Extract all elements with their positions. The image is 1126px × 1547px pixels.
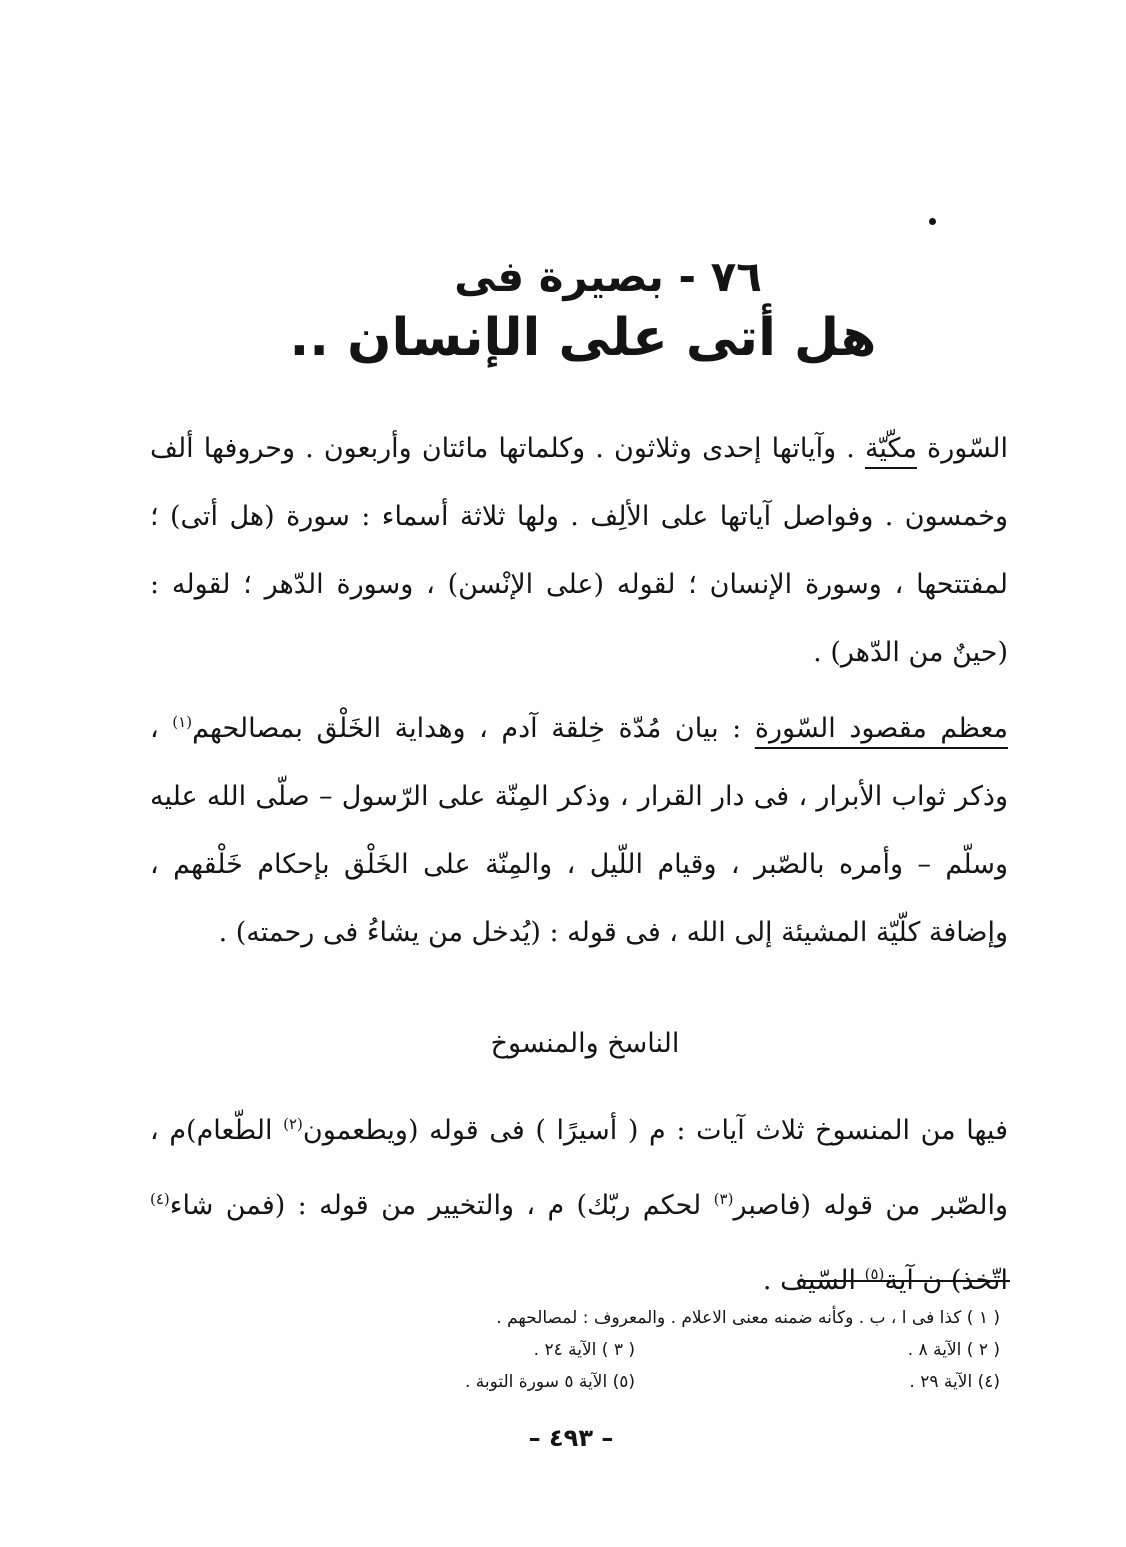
intro-makkiyya: مكّيّة — [864, 433, 917, 464]
purpose-text-b: ، وذكر ثواب الأبرار ، فى دار القرار ، وذكر المِنّة على الرّسول – صلّى الله عليه وسلّم – وأمره بالصّبر ، وقيام اللّيل ، والمِنّة على الخَلْق بإحكام خَلْقهم ، وإضافة كلّيّة المشيئة إلى الله ، فى قوله : (يُدخل من يشاءُ فى رحمته) . — [150, 713, 1008, 948]
abrogation-heading: الناسخ والمنسوخ — [490, 1028, 680, 1059]
chapter-title-heading: هل أتى على الإنسان .. — [289, 308, 877, 368]
abrogation-text-a: فيها من المنسوخ ثلاث آيات : م ( أسيرًا ) فى قوله (ويطعمون — [302, 1115, 1008, 1146]
footnote-ref-1: (١) — [172, 713, 193, 731]
footnote-5: (٥) الآية ٥ سورة التوبة . — [464, 1372, 635, 1392]
purpose-lead: معظم مقصود السّورة — [754, 713, 1008, 744]
intro-text-rest: . وآياتها إحدى وثلاثون . وكلماتها مائتان وأربعون . وحروفها ألف وخمسون . وفواصل آياتها على الألِف . ولها ثلاثة أسماء : سورة (هل أتى) ؛ لمفتتحها ، وسورة الإنسان ؛ لقوله (على الإنْسن) ، وسورة الدّهر ؛ لقوله : (حينٌ من الدّهر) . — [150, 433, 1008, 668]
footnote-ref-2: (٢) — [283, 1115, 303, 1133]
abrogation-text-c: لحكم ربّك) م ، والتخيير من قوله : (فمن شاء — [169, 1190, 714, 1221]
footnote-1: ( ١ ) كذا فى ا ، ب . وكأنه ضمنه معنى الاعلام . والمعروف : لمصالحهم . — [496, 1308, 1000, 1328]
page-number: – ٤٩٣ – — [528, 1424, 614, 1452]
purpose-paragraph — [150, 688, 1008, 967]
purpose-text-a: : بيان مُدّة خِلقة آدم ، وهداية الخَلْق بمصالحهم — [192, 713, 755, 744]
footnote-ref-4: (٤) — [150, 1190, 170, 1208]
abrogation-text-d: اتّخذ) ن آية — [884, 1265, 1008, 1296]
footnote-row — [270, 1366, 1000, 1398]
footnotes — [270, 1302, 1000, 1398]
footnote-ref-3: (٣) — [713, 1190, 734, 1208]
abrogation-text-b: الطّعام)م ، والصّبر من قوله (فاصبر — [150, 1115, 1008, 1221]
footnote-4: (٤) الآية ٢٩ . — [909, 1372, 1000, 1392]
footnote-3: ( ٣ ) الآية ٢٤ . — [533, 1340, 635, 1360]
footnote-rule — [798, 1280, 1010, 1282]
ink-dot — [929, 218, 936, 225]
footnote-row — [270, 1334, 1000, 1366]
footnote-2: ( ٢ ) الآية ٨ . — [907, 1340, 1000, 1360]
intro-paragraph — [150, 415, 1008, 687]
footnote-ref-5: (٥) — [864, 1265, 885, 1283]
chapter-number-heading: ٧٦ - بصيرة فى — [454, 252, 762, 301]
abrogation-text-e: السّيف . — [762, 1265, 865, 1296]
intro-text-start: السّورة — [916, 433, 1008, 464]
footnote-row — [270, 1302, 1000, 1334]
